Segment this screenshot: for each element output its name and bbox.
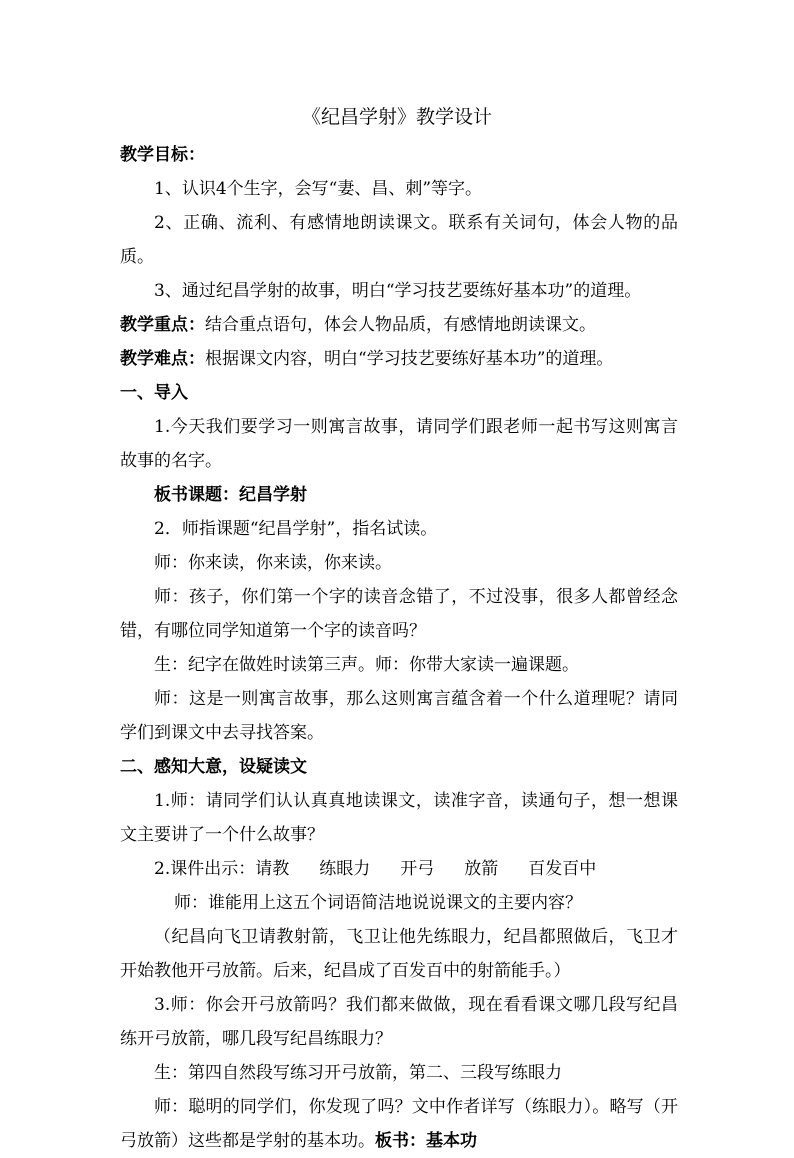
key-point-line bbox=[120, 308, 678, 342]
word-item: 练眼力 bbox=[319, 859, 371, 879]
key-point-text: 结合重点语句，体会人物品质，有感情地朗读课文。 bbox=[205, 315, 596, 335]
section1-paragraph: 师：孩子，你们第一个字的读音念错了，不过没事，很多人都曾经念错，有哪位同学知道第一个字的读音吗？ bbox=[120, 587, 678, 641]
board-note: 板书：基本功 bbox=[375, 1131, 477, 1151]
section2-paragraph: 师：谁能用上这五个词语简洁地说说课文的主要内容？ bbox=[174, 893, 582, 913]
board-title: 板书课题：纪昌学射 bbox=[154, 485, 307, 505]
section2-heading: 二、感知大意，设疑读文 bbox=[120, 757, 307, 777]
key-point-label: 教学重点： bbox=[120, 315, 205, 335]
objective-item-3: 3、通过纪昌学射的故事，明白“学习技艺要练好基本功”的道理。 bbox=[154, 281, 642, 301]
section1-paragraph: 1.今天我们要学习一则寓言故事，请同学们跟老师一起书写这则寓言故事的名字。 bbox=[120, 417, 678, 471]
objectives-heading: 教学目标： bbox=[120, 145, 205, 165]
section1-paragraph: 生：纪字在做姓时读第三声。师：你带大家读一遍课题。 bbox=[154, 655, 579, 675]
courseware-words-line bbox=[120, 852, 678, 886]
objective-item-1: 1、认识4个生字，会写“妻、昌、刺”等字。 bbox=[154, 179, 483, 199]
section2-paragraph: 1.师：请同学们认认真真地读课文，读准字音，读通句子，想一想课文主要讲了一个什么故事？ bbox=[120, 791, 678, 845]
courseware-prefix: 2.课件出示：请教 bbox=[154, 859, 290, 879]
section1-paragraph: 2．师指课题“纪昌学射”，指名试读。 bbox=[154, 519, 438, 539]
section1-heading: 一、导入 bbox=[120, 383, 188, 403]
difficulty-label: 教学难点： bbox=[120, 349, 205, 369]
document-body bbox=[120, 138, 678, 1158]
section1-paragraph: 师：你来读，你来读，你来读。 bbox=[154, 553, 392, 573]
section2-paragraph: 生：第四自然段写练习开弓放箭，第二、三段写练眼力 bbox=[154, 1063, 562, 1083]
section2-paragraph: 3.师：你会开弓放箭吗？我们都来做做，现在看看课文哪几段写纪昌练开弓放箭，哪几段写纪昌练眼力？ bbox=[120, 995, 678, 1049]
section2-paragraph bbox=[120, 1090, 678, 1158]
document-title: 《纪昌学射》教学设计 bbox=[301, 106, 492, 128]
objective-item-2: 2、正确、流利、有感情地朗读课文。联系有关词句，体会人物的品质。 bbox=[120, 213, 678, 267]
word-item: 开弓 bbox=[400, 859, 435, 879]
difficulty-line bbox=[120, 342, 678, 376]
word-item: 百发百中 bbox=[528, 859, 597, 879]
difficulty-text: 根据课文内容，明白“学习技艺要练好基本功”的道理。 bbox=[205, 349, 614, 369]
section2-summary: （纪昌向飞卫请教射箭，飞卫让他先练眼力，纪昌都照做后，飞卫才开始教他开弓放箭。后来，纪昌成了百发百中的射箭能手。） bbox=[120, 927, 678, 981]
section1-paragraph: 师：这是一则寓言故事，那么这则寓言蕴含着一个什么道理呢？请同学们到课文中去寻找答案。 bbox=[120, 689, 678, 743]
word-item: 放箭 bbox=[464, 859, 499, 879]
section2-text: 师：聪明的同学们，你发现了吗？文中作者详写（练眼力）。略写（开弓放箭）这些都是学射的基本功。 bbox=[120, 1097, 678, 1151]
